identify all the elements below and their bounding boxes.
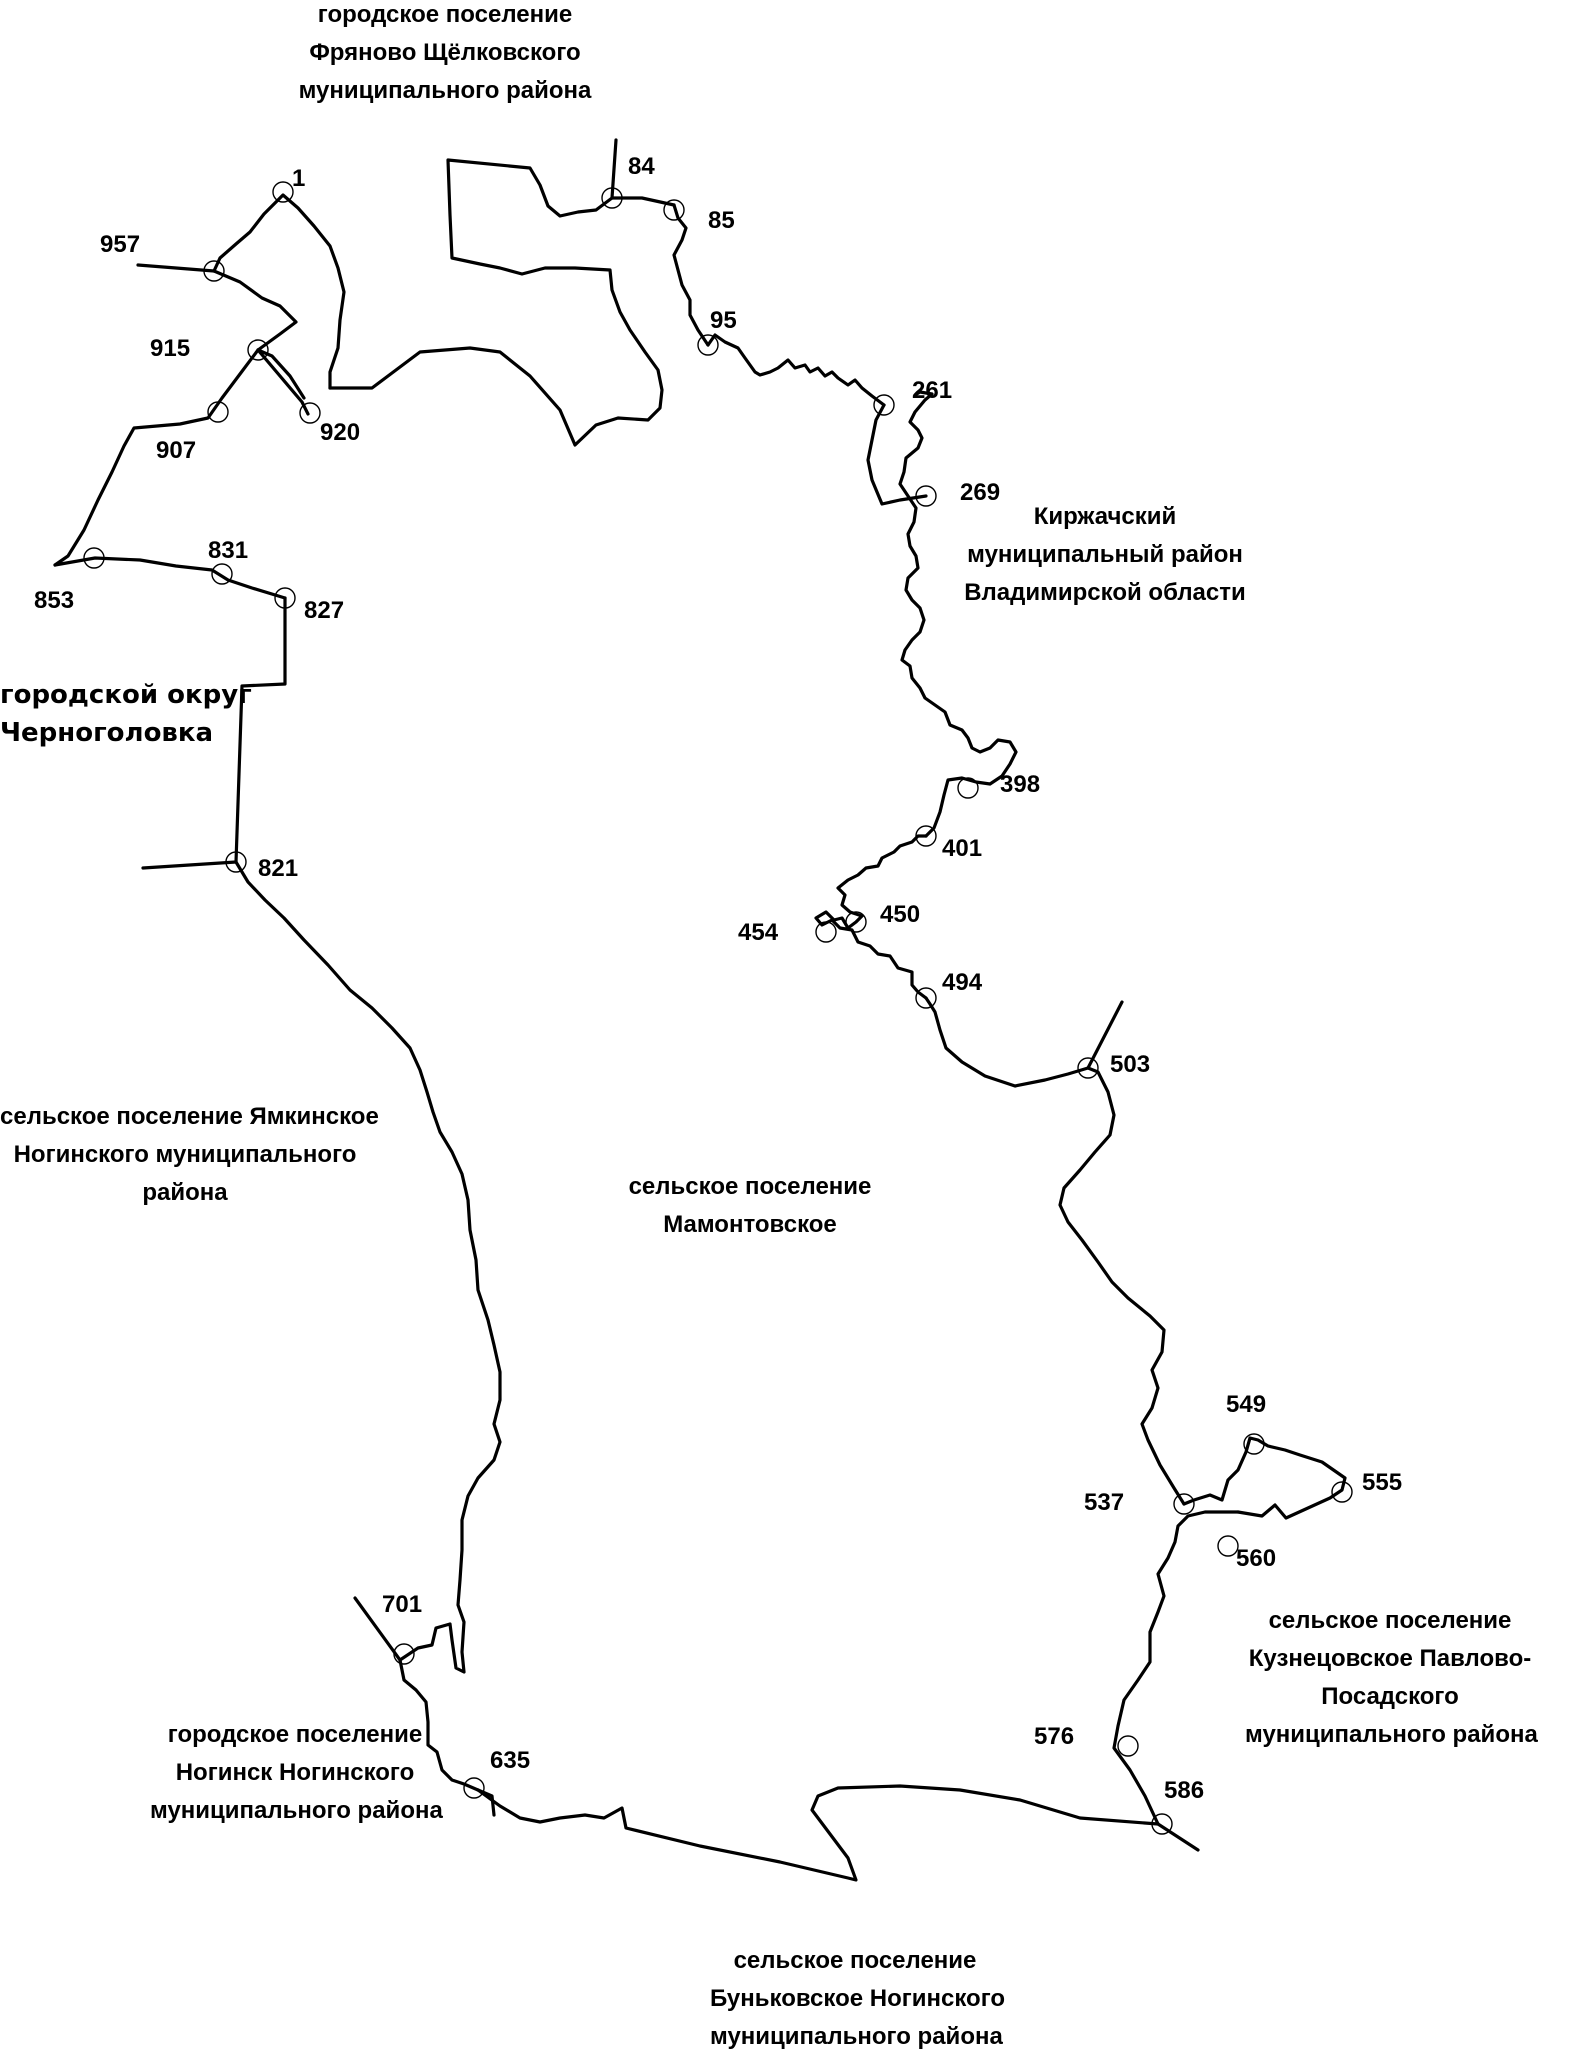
region-line: сельское поселение: [628, 1173, 872, 1200]
boundary-segment: [708, 335, 884, 405]
point-label-401: 401: [942, 835, 983, 862]
region-label-noginsk: [150, 1716, 443, 1830]
boundary-segment: [900, 392, 1016, 836]
region-label-kuznetsovskoe: [1245, 1602, 1538, 1754]
point-label-576: 576: [1034, 1723, 1075, 1750]
boundary-segment: [55, 558, 285, 598]
boundary-segment: [214, 271, 296, 350]
region-line: Кузнецовское Павлово-: [1248, 1645, 1532, 1672]
point-label-920: 920: [320, 419, 361, 446]
boundary-segment: [868, 405, 926, 504]
region-line: сельское поселение: [1268, 1607, 1512, 1634]
point-label-555: 555: [1362, 1469, 1403, 1496]
region-line: Владимирской области: [964, 579, 1246, 606]
region-line: муниципального района: [710, 2023, 1003, 2050]
point-label-1: 1: [292, 165, 306, 192]
point-label-269: 269: [960, 479, 1001, 506]
boundary-segment: [478, 1790, 494, 1815]
region-label-fryanovo: [290, 0, 600, 110]
region-line: Посадского: [1321, 1683, 1459, 1710]
boundary-segment: [330, 160, 662, 445]
point-label-831: 831: [208, 537, 249, 564]
region-line: муниципального района: [150, 1797, 443, 1824]
marker-454: [816, 922, 836, 942]
point-label-560: 560: [1236, 1545, 1277, 1572]
point-label-450: 450: [880, 901, 921, 928]
point-label-398: 398: [1000, 771, 1041, 798]
boundary-segment: [143, 862, 236, 868]
marker-920: [300, 403, 320, 423]
point-label-85: 85: [708, 207, 735, 234]
region-line: городской округ: [0, 680, 252, 710]
boundary-segment: [214, 195, 344, 388]
point-label-503: 503: [1110, 1051, 1151, 1078]
point-labels: [34, 153, 1402, 1804]
boundary-segment: [258, 350, 308, 414]
point-label-549: 549: [1226, 1391, 1267, 1418]
boundary-segment: [1060, 1068, 1184, 1504]
boundary-segment: [926, 998, 1088, 1086]
region-label-bunkovskoe: [710, 1942, 1006, 2056]
point-label-915: 915: [150, 335, 191, 362]
point-label-701: 701: [382, 1591, 423, 1618]
point-label-821: 821: [258, 855, 299, 882]
marker-576: [1118, 1736, 1138, 1756]
region-line: Киржачский: [1033, 503, 1177, 530]
marker-831: [212, 564, 232, 584]
boundary-segment: [674, 205, 708, 345]
boundary-segment: [478, 1786, 1158, 1880]
region-line: муниципального района: [298, 77, 592, 104]
boundary-segment: [138, 265, 214, 271]
boundary-segment: [1158, 1824, 1198, 1850]
boundary-segment: [1184, 1438, 1345, 1518]
marker-560: [1218, 1536, 1238, 1556]
point-label-494: 494: [942, 969, 983, 996]
marker-1: [273, 182, 293, 202]
region-line: Ногинского муниципального: [13, 1141, 357, 1168]
region-label-yamkino: [0, 1098, 379, 1212]
region-line: городское поселение: [167, 1721, 423, 1748]
region-line: муниципальный район: [967, 541, 1243, 568]
point-label-853: 853: [34, 587, 75, 614]
point-label-635: 635: [490, 1747, 531, 1774]
point-label-827: 827: [304, 597, 345, 624]
region-label-kirzhach: [955, 498, 1255, 612]
point-label-586: 586: [1164, 1777, 1205, 1804]
region-line: Фряново Щёлковского: [309, 39, 581, 66]
boundary-segment: [236, 862, 500, 1672]
point-label-454: 454: [738, 919, 779, 946]
region-label-mamontovskoe: [620, 1168, 880, 1244]
point-label-95: 95: [710, 307, 737, 334]
region-line: муниципального района: [1245, 1721, 1538, 1748]
region-line: городское поселение: [317, 1, 573, 28]
point-label-537: 537: [1084, 1489, 1125, 1516]
region-line: Мамонтовское: [663, 1211, 837, 1238]
point-label-907: 907: [156, 437, 197, 464]
point-label-84: 84: [628, 153, 655, 180]
boundary-group: [55, 140, 1345, 1880]
region-line: Черноголовка: [0, 718, 214, 748]
point-label-957: 957: [100, 231, 141, 258]
region-line: Ногинск Ногинского: [175, 1759, 415, 1786]
region-line: Буньковское Ногинского: [710, 1985, 1006, 2012]
region-line: сельское поселение: [733, 1947, 977, 1974]
region-line: сельское поселение Ямкинское: [0, 1103, 379, 1130]
region-label-chernogolovka: [0, 676, 260, 752]
point-label-261: 261: [912, 377, 953, 404]
region-line: района: [142, 1179, 228, 1206]
